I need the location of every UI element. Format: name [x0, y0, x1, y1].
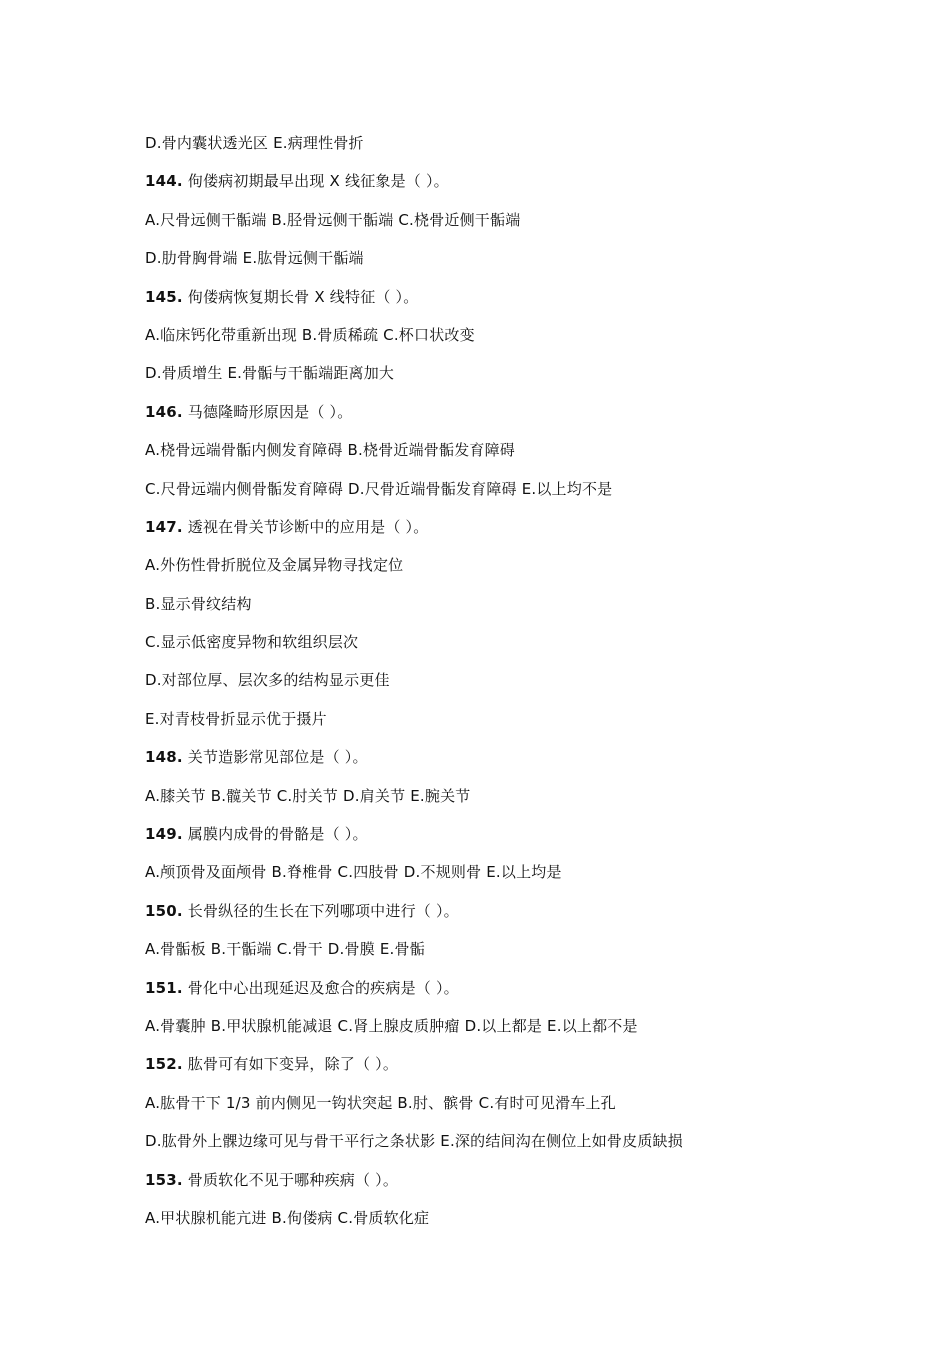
question-text: 马德隆畸形原因是（ ）。 [182, 402, 353, 421]
question-number: 153. [145, 1170, 183, 1189]
option-line: A.膝关节 B.髋关节 C.肘关节 D.肩关节 E.腕关节 [145, 786, 471, 805]
option-line: E.对青枝骨折显示优于摄片 [145, 709, 327, 728]
question-number: 146. [145, 402, 183, 421]
option-line: A.临床钙化带重新出现 B.骨质稀疏 C.杯口状改变 [145, 325, 475, 344]
question-number: 147. [145, 517, 183, 536]
option-line: D.骨质增生 E.骨骺与干骺端距离加大 [145, 364, 395, 383]
question-text: 透视在骨关节诊断中的应用是（ ）。 [182, 517, 429, 536]
option-line: A.骨骺板 B.干骺端 C.骨干 D.骨膜 E.骨骺 [145, 940, 425, 959]
option-line: C.显示低密度异物和软组织层次 [145, 633, 359, 652]
question-number: 148. [145, 748, 183, 767]
question-number: 150. [145, 901, 183, 920]
question-line [145, 822, 905, 860]
question-number: 144. [145, 172, 183, 191]
question-list [145, 131, 905, 1244]
question-text: 长骨纵径的生长在下列哪项中进行（ ）。 [182, 901, 459, 920]
question-number: 152. [145, 1055, 183, 1074]
option-line: A.颅顶骨及面颅骨 B.脊椎骨 C.四肢骨 D.不规则骨 E.以上均是 [145, 863, 562, 882]
question-line [145, 169, 905, 207]
question-number: 149. [145, 825, 183, 844]
question-line [145, 1052, 905, 1090]
option-line: A.尺骨远侧干骺端 B.胫骨远侧干骺端 C.桡骨近侧干骺端 [145, 210, 521, 229]
question-text: 骨质软化不见于哪种疾病（ ）。 [182, 1170, 399, 1189]
question-text: 佝偻病恢复期长骨 X 线特征（ ）。 [182, 287, 419, 306]
question-line [145, 285, 905, 323]
option-line: D.骨内囊状透光区 E.病理性骨折 [145, 134, 364, 152]
question-line [145, 1168, 905, 1206]
option-line: B.显示骨纹结构 [145, 594, 252, 613]
option-line: D.肱骨外上髁边缘可见与骨干平行之条状影 E.深的结间沟在侧位上如骨皮质缺损 [145, 1132, 683, 1151]
question-line [145, 976, 905, 1014]
question-line [145, 745, 905, 783]
question-number: 145. [145, 287, 183, 306]
question-line [145, 515, 905, 553]
question-text: 佝偻病初期最早出现 X 线征象是（ ）。 [182, 172, 449, 191]
question-line [145, 400, 905, 438]
question-text: 属膜内成骨的骨骼是（ ）。 [182, 825, 368, 844]
option-line: A.肱骨干下 1/3 前内侧见一钩状突起 B.肘、髌骨 C.有时可见滑车上孔 [145, 1093, 616, 1112]
option-line: A.甲状腺机能亢进 B.佝偻病 C.骨质软化症 [145, 1208, 430, 1227]
option-line: A.骨囊肿 B.甲状腺机能减退 C.肾上腺皮质肿瘤 D.以上都是 E.以上都不是 [145, 1016, 638, 1035]
question-text: 肱骨可有如下变异，除了（ ）。 [182, 1055, 399, 1074]
option-line: D.肋骨胸骨端 E.肱骨远侧干骺端 [145, 249, 364, 268]
option-line: A.外伤性骨折脱位及金属异物寻找定位 [145, 556, 404, 575]
option-line: C.尺骨远端内侧骨骺发育障碍 D.尺骨近端骨骺发育障碍 E.以上均不是 [145, 479, 613, 498]
option-line: D.对部位厚、层次多的结构显示更佳 [145, 671, 390, 690]
question-text: 骨化中心出现延迟及愈合的疾病是（ ）。 [182, 978, 459, 997]
question-number: 151. [145, 978, 183, 997]
question-line [145, 899, 905, 937]
question-text: 关节造影常见部位是（ ）。 [182, 748, 368, 767]
option-line: A.桡骨远端骨骺内侧发育障碍 B.桡骨近端骨骺发育障碍 [145, 441, 515, 460]
